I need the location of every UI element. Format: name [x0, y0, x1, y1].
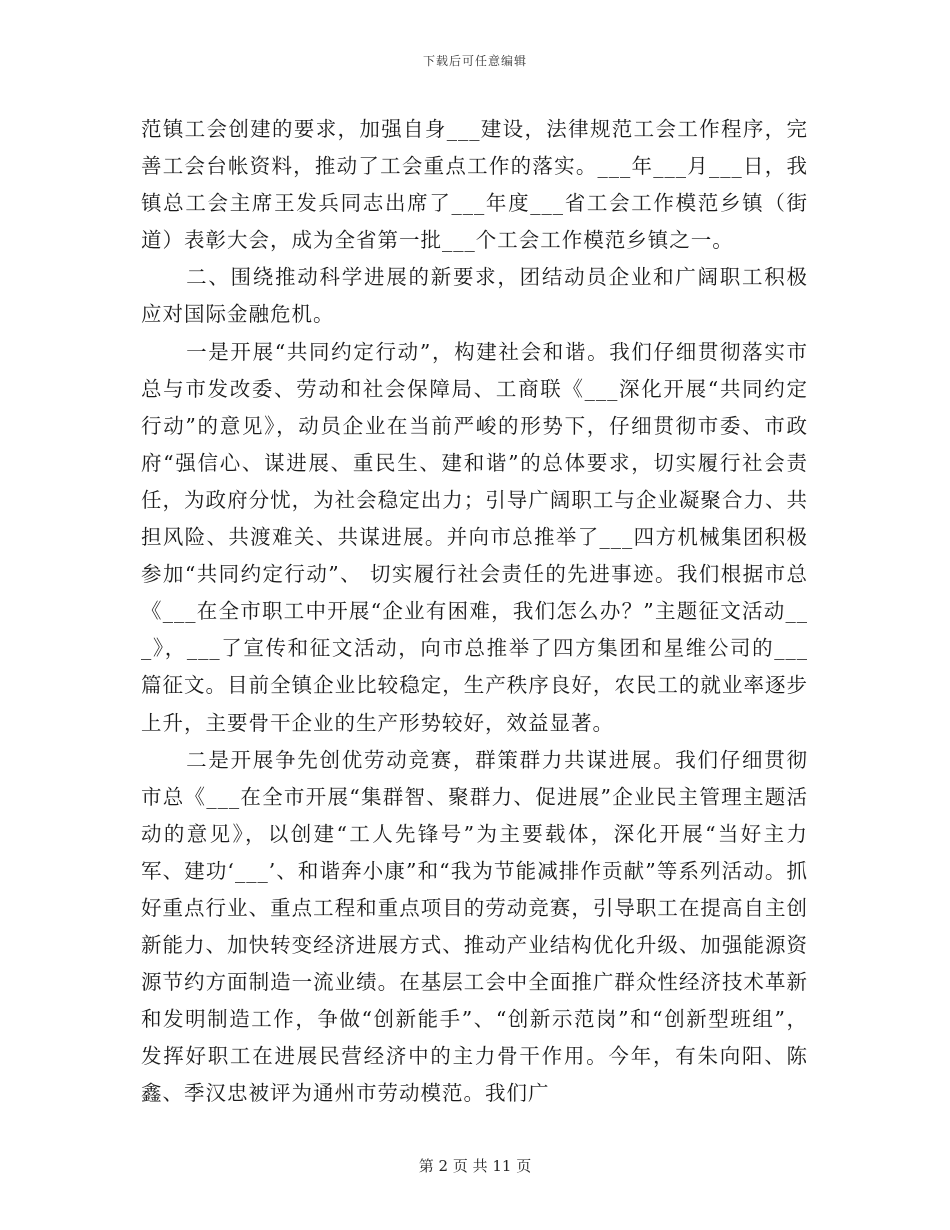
document-body — [141, 111, 808, 1113]
body-paragraph: 范镇工会创建的要求，加强自身___建设，法律规范工会工作程序，完善工会台帐资料，推动了工会重点工作的落实。___年___月___日，我镇总工会主席王发兵同志出席了___年度___省工会工作模范乡镇（街道）表彰大会，成为全省第一批___个工会工作模范乡镇之一。 — [141, 117, 808, 253]
page-number: 第 2 页 共 11 页 — [418, 1157, 532, 1175]
page-header-note: 下载后可任意编辑 — [422, 54, 527, 68]
section-heading-paragraph: 二、围绕推动科学进展的新要求，团结动员企业和广阔职工积极应对国际金融危机。 — [141, 265, 808, 327]
body-paragraph: 一是开展“共同约定行动”，构建社会和谐。我们仔细贯彻落实市总与市发改委、劳动和社会保障局、工商联《___深化开展“共同约定行动”的意见》，动员企业在当前严峻的形势下，仔细贯彻市委、市政府“强信心、谋进展、重民生、建和谐”的总体要求，切实履行社会责任，为政府分忧，为社会稳定出力；引导广阔职工与企业凝聚合力、共担风险、共渡难关、共谋进展。并向市总推举了___四方机械集团积极参加“共同约定行动”、 切实履行社会责任的先进事迹。我们根据市总《___在全市职工中开展“企业有困难，我们怎么办？”主题征文活动___》，___了宣传和征文活动，向市总推举了四方集团和星维公司的___篇征文。目前全镇企业比较稳定，生产秩序良好，农民工的就业率逐步上升，主要骨干企业的生产形势较好，效益显著。 — [141, 339, 808, 735]
body-paragraph: 二是开展争先创优劳动竞赛，群策群力共谋进展。我们仔细贯彻市总《___在全市开展“集群智、聚群力、促进展”企业民主管理主题活动的意见》，以创建“工人先锋号”为主要载体，深化开展“当好主力军、建功‘___’、和谐奔小康”和“我为节能减排作贡献”等系列活动。抓好重点行业、重点工程和重点项目的劳动竞赛，引导职工在提高自主创新能力、加快转变经济进展方式、推动产业结构优化升级、加强能源资源节约方面制造一流业绩。在基层工会中全面推广群众性经济技术革新和发明制造工作，争做“创新能手”、“创新示范岗”和“创新型班组”，发挥好职工在进展民营经济中的主力骨干作用。今年，有朱向阳、陈鑫、季汉忠被评为通州市劳动模范。我们广 — [141, 747, 808, 1106]
